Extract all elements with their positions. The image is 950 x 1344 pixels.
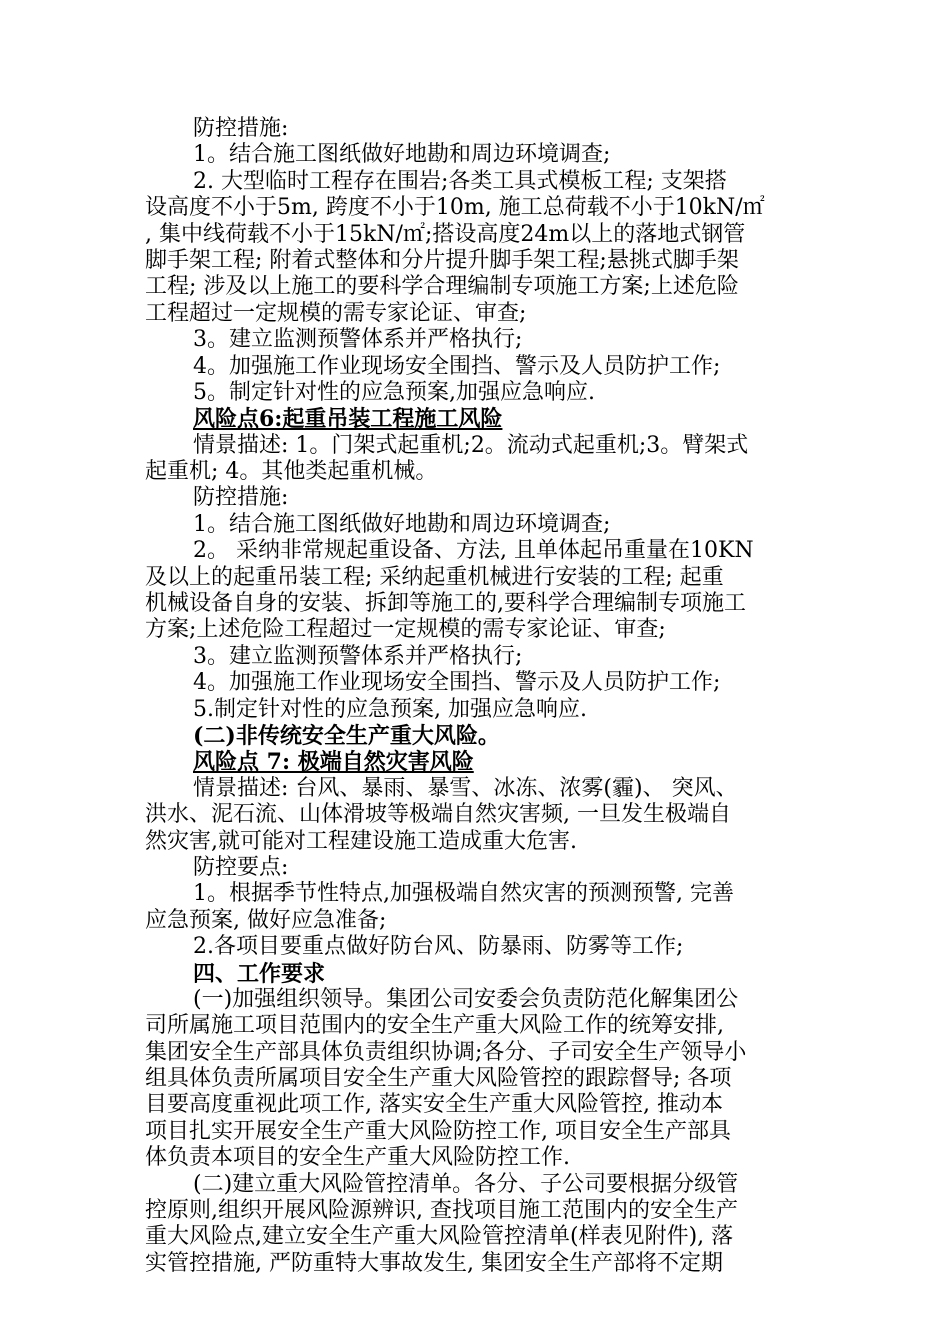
text-line-content: 方案;上述危险工程超过一定规模的需专家论证、审查; <box>145 617 666 643</box>
text-line-content: 防控措施: <box>193 485 289 511</box>
text-line-content: 情景描述: 1。门架式起重机;2。流动式起重机;3。臂架式 <box>193 432 749 458</box>
text-line-content: 体负责本项目的安全生产重大风险防控工作. <box>145 1145 570 1171</box>
text-line-content: 防控措施: <box>193 116 289 141</box>
text-line <box>145 433 807 459</box>
text-line <box>145 829 807 855</box>
text-line-content: 风险点 7: 极端自然灾害风险 <box>193 749 474 776</box>
text-line-content: 2。 采纳非常规起重设备、方法, 且单体起吊重量在10KN <box>193 538 754 564</box>
text-line-content: 工程超过一定规模的需专家论证、审查; <box>145 300 527 326</box>
text-line-content: 风险点6:起重吊装工程施工风险 <box>193 406 503 433</box>
text-line-content: 5。制定针对性的应急预案,加强应急响应. <box>193 379 595 405</box>
text-line <box>145 1251 807 1277</box>
text-line <box>145 459 807 485</box>
text-line <box>145 1198 807 1224</box>
text-line <box>145 565 807 591</box>
text-line-content: 控原则,组织开展风险源辨识, 查找项目施工范围内的安全生产 <box>145 1198 738 1224</box>
text-line-content: 4。加强施工作业现场安全围挡、警示及人员防护工作; <box>193 670 721 696</box>
text-line-content: , 集中线荷载不小于15kN/㎡;搭设高度24m以上的落地式钢管 <box>145 221 746 247</box>
text-line-content: 工程; 涉及以上施工的要科学合理编制专项施工方案;上述危险 <box>145 274 739 300</box>
text-line <box>145 538 807 564</box>
text-line <box>145 987 807 1013</box>
text-line-content: (二)建立重大风险管控清单。各分、子公司要根据分级管 <box>193 1171 739 1197</box>
text-line-content: 目要高度重视此项工作, 落实安全生产重大风险管控, 推动本 <box>145 1092 723 1118</box>
text-line-content: 重大风险点,建立安全生产重大风险管控清单(样表见附件), 落 <box>145 1224 734 1250</box>
text-line <box>145 354 807 380</box>
text-line-content: 洪水、泥石流、山体滑坡等极端自然灾害频, 一旦发生极端自 <box>145 802 731 828</box>
text-line-content: 组具体负责所属项目安全生产重大风险管控的跟踪督导; 各项 <box>145 1066 732 1092</box>
text-line-content: 2.各项目要重点做好防台风、防暴雨、防雾等工作; <box>193 934 684 960</box>
text-line-content: 1。结合施工图纸做好地勘和周边环境调查; <box>193 511 611 537</box>
text-line <box>145 644 807 670</box>
section-heading <box>145 723 807 749</box>
text-line-content: 四、工作要求 <box>193 960 326 987</box>
text-line <box>145 274 807 300</box>
text-line-content: (二)非传统安全生产重大风险。 <box>193 722 500 749</box>
text-line-content: 情景描述: 台风、暴雨、暴雪、冰冻、浓雾(霾)、 突风、 <box>193 775 738 801</box>
text-line <box>145 195 807 221</box>
document-body <box>145 116 807 1277</box>
text-line <box>145 855 807 881</box>
text-line-content: 3。建立监测预警体系并严格执行; <box>193 643 523 669</box>
text-line <box>145 512 807 538</box>
text-line <box>145 1013 807 1039</box>
text-line <box>145 327 807 353</box>
text-line <box>145 142 807 168</box>
text-line <box>145 591 807 617</box>
text-line-content: 实管控措施, 严防重特大事故发生, 集团安全生产部将不定期 <box>145 1250 723 1276</box>
text-line <box>145 934 807 960</box>
text-line <box>145 169 807 195</box>
text-line <box>145 802 807 828</box>
section-heading <box>145 749 807 775</box>
text-line <box>145 1066 807 1092</box>
text-line <box>145 1040 807 1066</box>
text-line-content: 1。结合施工图纸做好地勘和周边环境调查; <box>193 142 611 168</box>
text-line <box>145 248 807 274</box>
text-line-content: 4。加强施工作业现场安全围挡、警示及人员防护工作; <box>193 353 721 379</box>
text-line <box>145 301 807 327</box>
text-line <box>145 908 807 934</box>
text-line-content: 及以上的起重吊装工程; 采纳起重机械进行安装的工程; 起重 <box>145 564 724 590</box>
text-line <box>145 485 807 511</box>
text-line-content: (一)加强组织领导。集团公司安委会负责防范化解集团公 <box>193 986 739 1012</box>
text-line <box>145 617 807 643</box>
text-line-content: 脚手架工程; 附着式整体和分片提升脚手架工程;悬挑式脚手架 <box>145 247 739 273</box>
text-line-content: 3。建立监测预警体系并严格执行; <box>193 327 523 353</box>
text-line-content: 防控要点: <box>193 854 289 880</box>
text-line <box>145 881 807 907</box>
text-line-content: 设高度不小于5m, 跨度不小于10m, 施工总荷载不小于10kN/㎡ <box>145 195 765 221</box>
section-heading <box>145 961 807 987</box>
text-line <box>145 697 807 723</box>
text-line-content: 机械设备自身的安装、拆卸等施工的,要科学合理编制专项施工 <box>145 591 746 617</box>
text-line-content: 然灾害,就可能对工程建设施工造成重大危害. <box>145 828 577 854</box>
text-line <box>145 1172 807 1198</box>
text-line <box>145 1145 807 1171</box>
text-line <box>145 1092 807 1118</box>
text-line <box>145 222 807 248</box>
text-line-content: 2. 大型临时工程存在围岩;各类工具式模板工程; 支架搭 <box>193 168 727 194</box>
text-line-content: 集团安全生产部具体负责组织协调;各分、子司安全生产领导小 <box>145 1039 747 1065</box>
text-line <box>145 670 807 696</box>
text-line <box>145 1224 807 1250</box>
text-line <box>145 116 807 142</box>
text-line-content: 1。根据季节性特点,加强极端自然灾害的预测预警, 完善 <box>193 881 734 907</box>
text-line-content: 司所属施工项目范围内的安全生产重大风险工作的统筹安排, <box>145 1013 724 1039</box>
text-line <box>145 776 807 802</box>
text-line <box>145 1119 807 1145</box>
text-line <box>145 380 807 406</box>
text-line-content: 应急预案, 做好应急准备; <box>145 907 387 933</box>
text-line-content: 起重机; 4。其他类起重机械。 <box>145 459 438 485</box>
text-line-content: 5.制定针对性的应急预案, 加强应急响应. <box>193 696 587 722</box>
text-line-content: 项目扎实开展安全生产重大风险防控工作, 项目安全生产部具 <box>145 1118 731 1144</box>
section-heading <box>145 406 807 432</box>
